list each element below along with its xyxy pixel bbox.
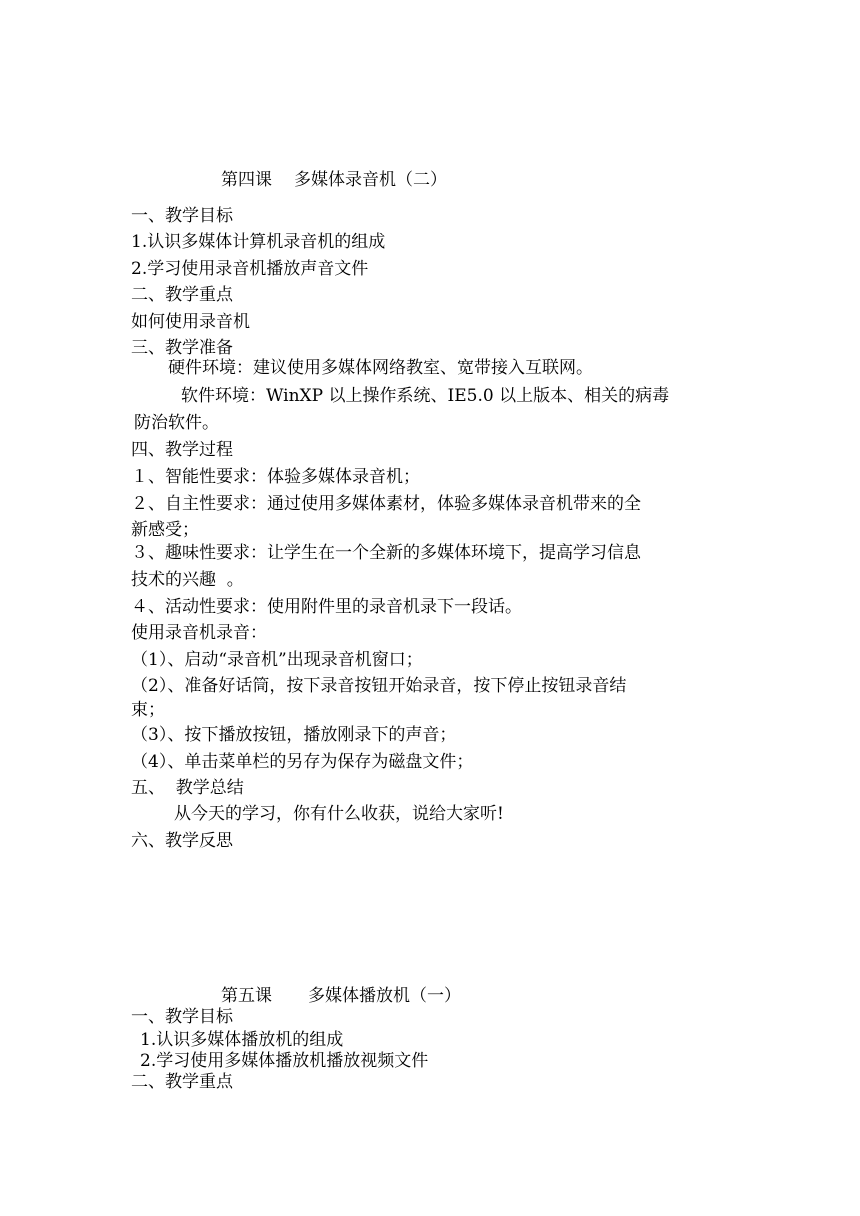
lesson4-step-4: （4）、单击菜单栏的另存为保存为磁盘文件；: [131, 752, 474, 772]
lesson4-req-2-line1: ２、自主性要求：通过使用多媒体素材，体验多媒体录音机带来的全: [131, 494, 641, 514]
lesson4-summary-text: 从今天的学习，你有什么收获，说给大家听!: [174, 804, 504, 824]
lesson4-prep-heading: 三、教学准备: [131, 338, 233, 358]
lesson5-title: [221, 985, 461, 1007]
lesson5-title-text: 多媒体播放机（一）: [308, 986, 461, 1006]
lesson5-goals-heading: 一、教学目标: [131, 1007, 233, 1027]
lesson5-goal-2: 2.学习使用多媒体播放机播放视频文件: [140, 1051, 429, 1071]
lesson4-step-3: （3）、按下播放按钮，播放刚录下的声音；: [131, 725, 457, 745]
lesson4-title-text: 多媒体录音机（二）: [294, 170, 447, 190]
lesson4-focus-heading: 二、教学重点: [131, 285, 233, 305]
lesson4-step-1: （1）、启动“录音机”出现录音机窗口；: [131, 650, 423, 670]
lesson4-title-number: 第四课: [221, 170, 272, 190]
lesson4-hardware: 硬件环境：建议使用多媒体网络教室、宽带接入互联网。: [168, 358, 593, 378]
lesson4-step-2-line1: （2）、准备好话筒，按下录音按钮开始录音，按下停止按钮录音结: [131, 676, 627, 696]
lesson4-summary-heading: 五、 教学总结: [131, 778, 244, 798]
lesson4-goal-2: 2.学习使用录音机播放声音文件: [131, 259, 369, 279]
lesson4-goals-heading: 一、教学目标: [131, 206, 233, 226]
lesson4-record-heading: 使用录音机录音：: [131, 623, 267, 643]
lesson4-reflection-heading: 六、教学反思: [131, 831, 233, 851]
lesson4-req-3-line2: 技术的兴趣 。: [131, 570, 244, 590]
lesson5-focus-heading: 二、教学重点: [131, 1072, 233, 1092]
lesson4-step-2-line2: 束；: [131, 700, 165, 720]
lesson4-req-3-line1: ３、趣味性要求：让学生在一个全新的多媒体环境下，提高学习信息: [131, 543, 641, 563]
lesson4-goal-1: 1.认识多媒体计算机录音机的组成: [131, 232, 386, 252]
lesson4-req-1: １、智能性要求：体验多媒体录音机；: [131, 467, 420, 487]
lesson4-req-2-line2: 新感受；: [131, 520, 199, 540]
lesson4-software-line1: 软件环境：WinXP 以上操作系统、IE5.0 以上版本、相关的病毒: [181, 386, 670, 406]
lesson4-req-4: ４、活动性要求：使用附件里的录音机录下一段话。: [131, 597, 522, 617]
lesson5-goal-1: 1.认识多媒体播放机的组成: [140, 1030, 344, 1050]
lesson4-process-heading: 四、教学过程: [131, 440, 233, 460]
lesson4-title: [221, 169, 447, 191]
lesson4-focus-text: 如何使用录音机: [131, 312, 250, 332]
lesson5-title-number: 第五课: [221, 986, 272, 1006]
lesson4-software-line2: 防治软件。: [134, 413, 219, 433]
